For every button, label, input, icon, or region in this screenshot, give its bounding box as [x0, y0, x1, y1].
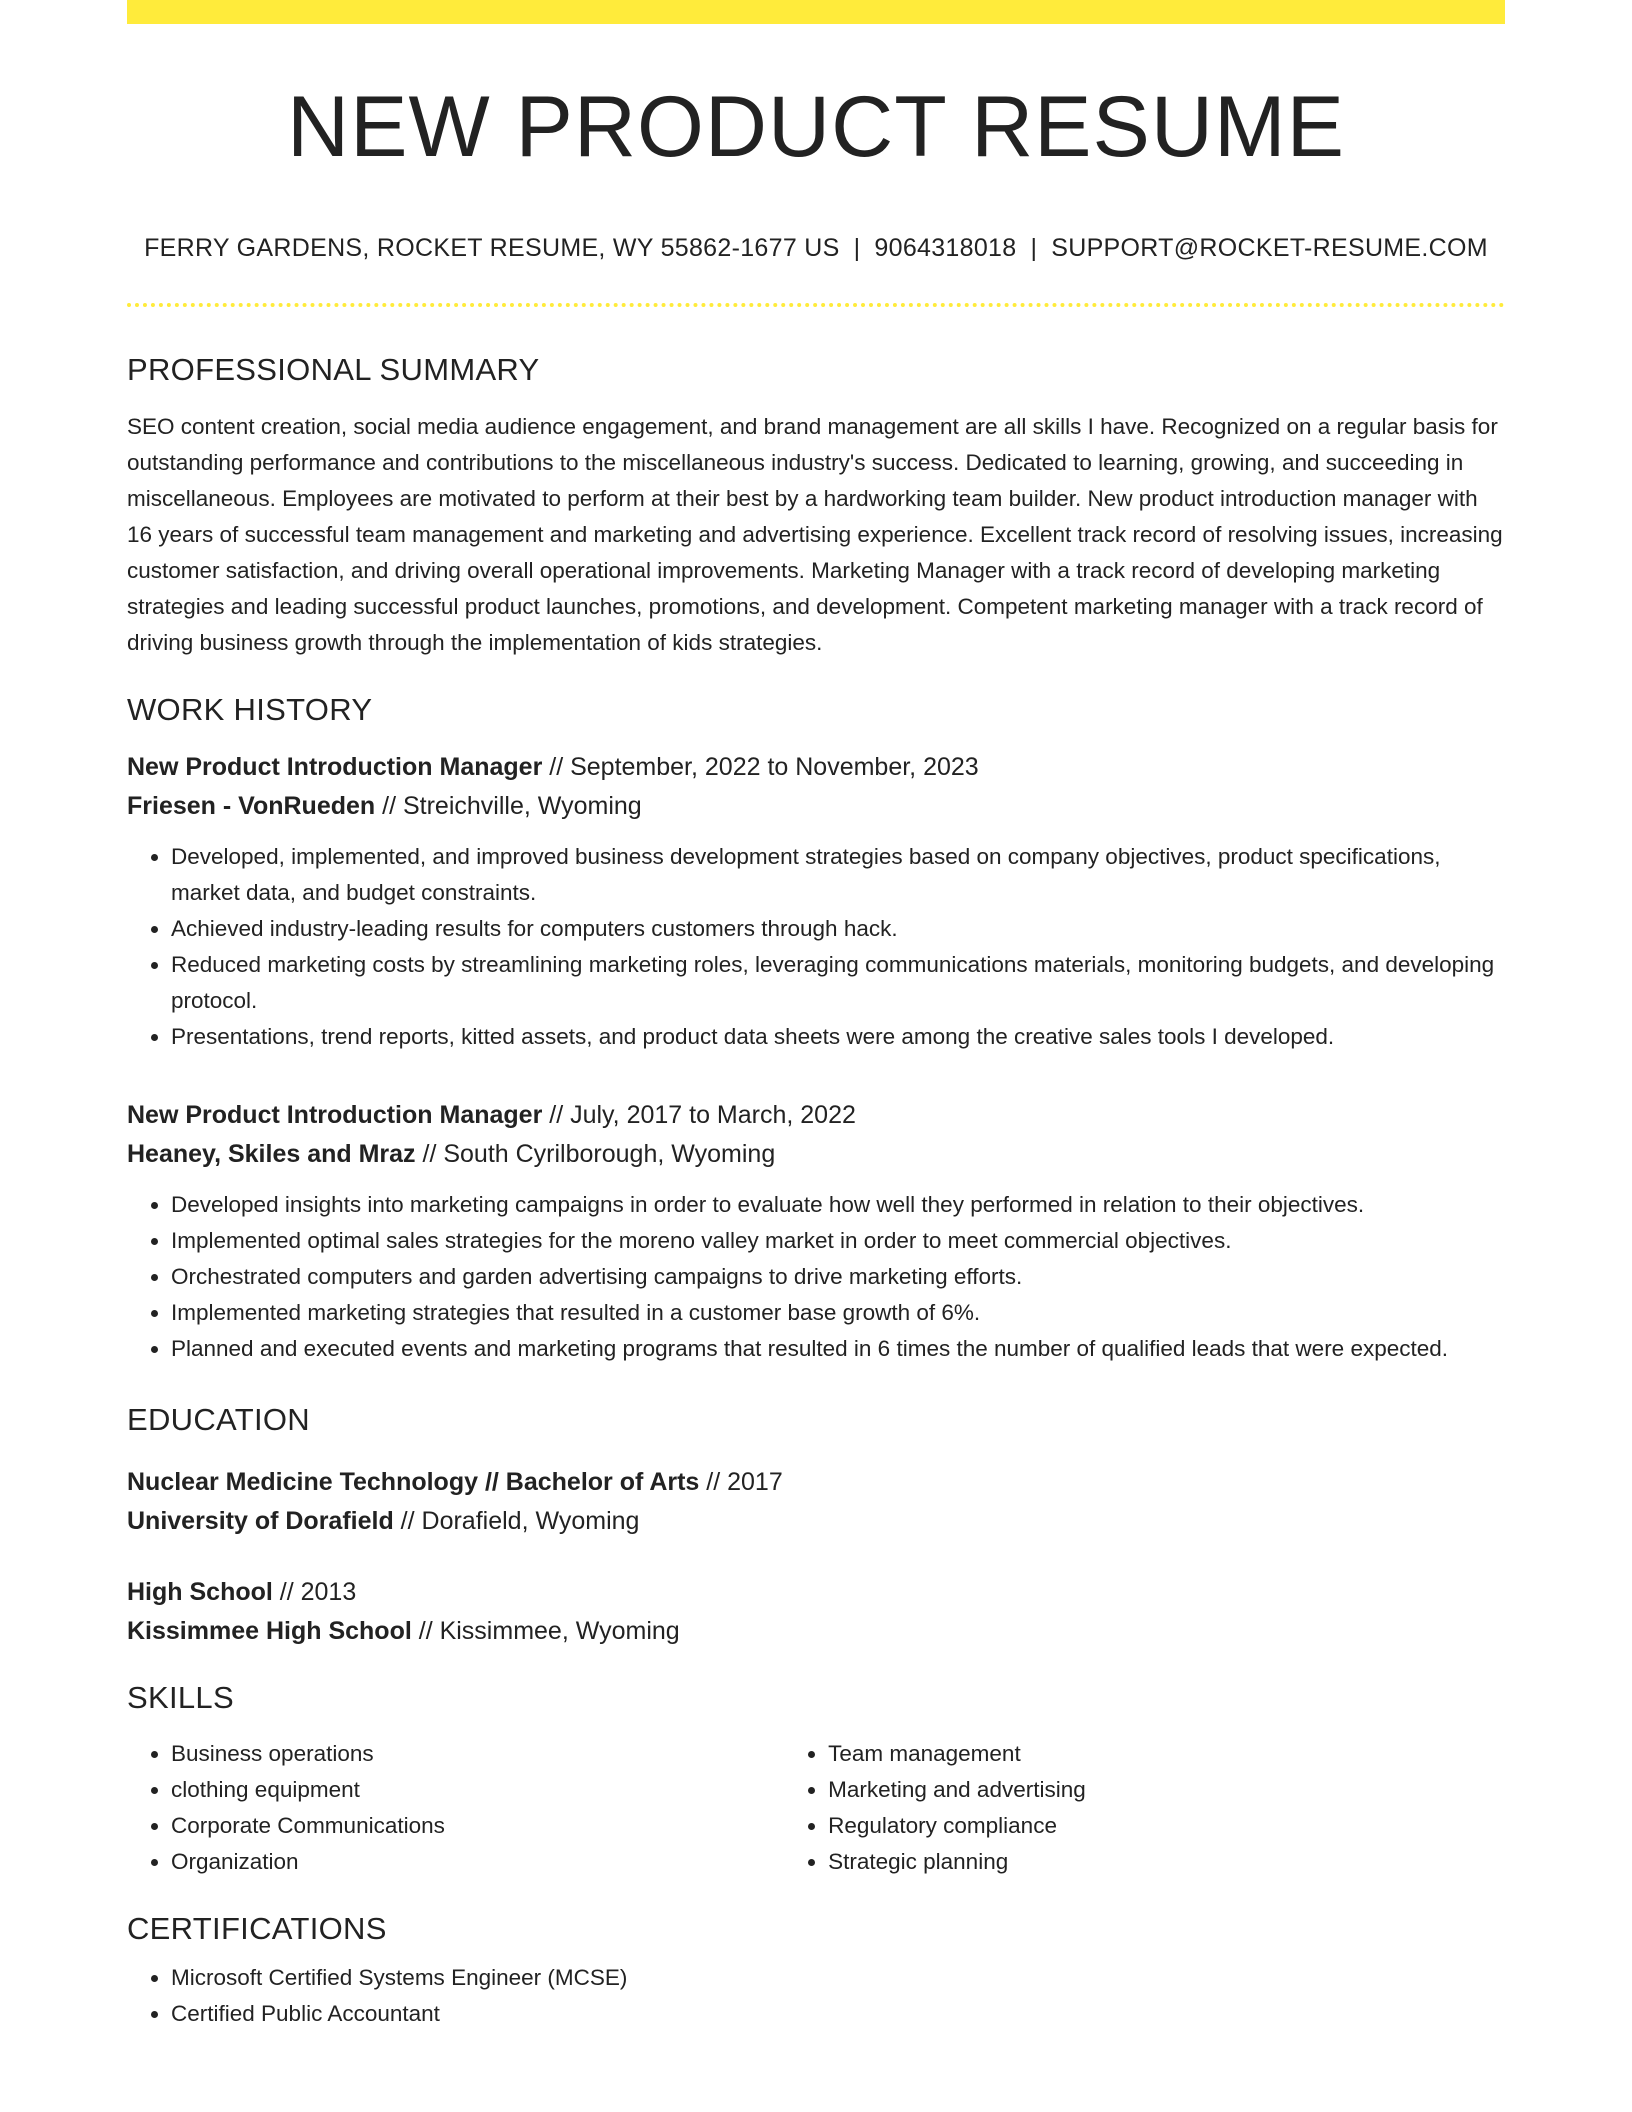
job-company: Heaney, Skiles and Mraz: [127, 1140, 416, 1169]
job-bullet: • Developed, implemented, and improved business development strategies based on company objectives, product specifications, market data, and budget constraints.: [171, 839, 1505, 911]
summary-text: SEO content creation, social media audience engagement, and brand management are all skills I have. Recognized on a regular basis for outstanding performance and contributions to the miscellaneous industry's success. Dedicated to learning, growing, and succeeding in miscellaneous. Employees are motivated to perform at their best by a hardworking team builder. New product introduction manager with 16 years of successful team management and marketing and advertising experience. Excellent track record of resolving issues, increasing customer satisfaction, and driving overall operational improvements. Marketing Manager with a track record of developing marketing strategies and leading successful product launches, promotions, and development. Competent marketing manager with a track record of driving business growth through the implementation of kids strategies.: [127, 414, 1503, 656]
job-entry: [127, 748, 1505, 1055]
skill-item: • Team management: [828, 1736, 1505, 1772]
job-bullet: • Reduced marketing costs by streamlining marketing roles, leveraging communications materials, monitoring budgets, and developing protocol.: [171, 947, 1505, 1019]
education-entry: [127, 1573, 1505, 1651]
education-school: Kissimmee High School: [127, 1616, 412, 1645]
skill-item: • Marketing and advertising: [828, 1772, 1505, 1808]
dotted-divider: [127, 303, 1505, 307]
education-school-line: [127, 1502, 1505, 1541]
education-degree-line: [127, 1573, 1505, 1612]
skill-item: • Organization: [171, 1844, 784, 1880]
job-title-line: [127, 748, 1505, 787]
contact-separator: |: [853, 234, 861, 262]
accent-top-bar: [127, 0, 1505, 24]
contact-address: FERRY GARDENS, ROCKET RESUME, WY 55862-1677 US: [144, 234, 840, 262]
skill-item: • Corporate Communications: [171, 1808, 784, 1844]
job-bullet: • Orchestrated computers and garden advertising campaigns to drive marketing efforts.: [171, 1259, 1505, 1295]
job-role: New Product Introduction Manager: [127, 753, 543, 782]
job-role: New Product Introduction Manager: [127, 1101, 543, 1130]
education-year: // 2013: [272, 1577, 357, 1606]
job-title-line: [127, 1096, 1505, 1135]
education-degree: High School: [127, 1577, 273, 1606]
skills-list-left: [127, 1736, 784, 1880]
education-school-line: [127, 1612, 1505, 1651]
contact-phone: 9064318018: [874, 234, 1017, 262]
certification-item: • Microsoft Certified Systems Engineer (MCSE): [171, 1960, 1505, 1996]
job-bullet-list: [127, 839, 1505, 1055]
job-company-line: [127, 787, 1505, 826]
job-bullet: • Developed insights into marketing campaigns in order to evaluate how well they performed in relation to their objectives.: [171, 1187, 1505, 1223]
skill-item: • Regulatory compliance: [828, 1808, 1505, 1844]
job-dates: // July, 2017 to March, 2022: [542, 1101, 856, 1130]
job-bullet-list: [127, 1187, 1505, 1367]
resume-page: [127, 0, 1505, 2032]
skill-item: • clothing equipment: [171, 1772, 784, 1808]
education-location: // Dorafield, Wyoming: [393, 1506, 640, 1535]
education-school: University of Dorafield: [127, 1506, 394, 1535]
education-year: // 2017: [699, 1467, 783, 1496]
job-bullet: • Implemented optimal sales strategies for the moreno valley market in order to meet commercial objectives.: [171, 1223, 1505, 1259]
certification-item: • Certified Public Accountant: [171, 1996, 1505, 2032]
education-degree: Nuclear Medicine Technology // Bachelor of Arts: [127, 1467, 700, 1496]
education-location: // Kissimmee, Wyoming: [411, 1616, 680, 1645]
education-heading: EDUCATION: [127, 1402, 310, 1438]
resume-name: NEW PRODUCT RESUME: [286, 79, 1346, 175]
contact-separator: |: [1030, 234, 1038, 262]
job-company-line: [127, 1135, 1505, 1174]
work-history-heading: WORK HISTORY: [127, 692, 373, 728]
skills-columns: [127, 1736, 1505, 1880]
job-location: // South Cyrilborough, Wyoming: [415, 1140, 776, 1169]
job-dates: // September, 2022 to November, 2023: [542, 753, 979, 782]
summary-heading: PROFESSIONAL SUMMARY: [127, 352, 540, 387]
job-bullet: • Implemented marketing strategies that resulted in a customer base growth of 6%.: [171, 1295, 1505, 1331]
skills-heading: SKILLS: [127, 1679, 234, 1715]
job-bullet: • Planned and executed events and marketing programs that resulted in 6 times the number of qualified leads that were expected.: [171, 1331, 1505, 1367]
skill-item: • Strategic planning: [828, 1844, 1505, 1880]
job-entry: [127, 1096, 1505, 1367]
job-company: Friesen - VonRueden: [127, 792, 376, 821]
certifications-heading: CERTIFICATIONS: [127, 1910, 387, 1946]
job-bullet: • Achieved industry-leading results for computers customers through hack.: [171, 911, 1505, 947]
skills-list-right: [784, 1736, 1505, 1880]
job-bullet: • Presentations, trend reports, kitted assets, and product data sheets were among the creative sales tools I developed.: [171, 1019, 1505, 1055]
certifications-list: [127, 1960, 1505, 2032]
contact-line: [127, 234, 1505, 263]
education-entry: [127, 1463, 1505, 1541]
contact-email[interactable]: SUPPORT@ROCKET-RESUME.COM: [1051, 234, 1488, 262]
skill-item: • Business operations: [171, 1736, 784, 1772]
education-degree-line: [127, 1463, 1505, 1502]
job-location: // Streichville, Wyoming: [375, 792, 642, 821]
